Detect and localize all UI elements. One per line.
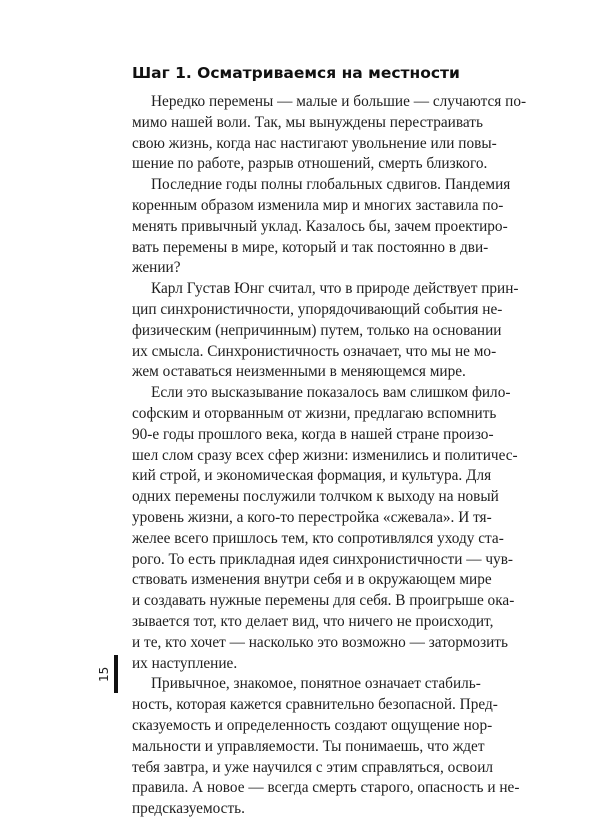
text-line: ность, которая кажется сравнительно безопасной. Пред-: [132, 696, 498, 714]
text-line: желее всего пришлось тем, кто сопротивлялся уходу ста-: [132, 529, 504, 547]
text-line: их смысла. Синхронистичность означает, что мы не мо-: [132, 342, 497, 360]
text-line: мимо нашей воли. Так, мы вынуждены перестраивать: [132, 113, 483, 131]
text-line: ствовать изменения внутри себя и в окружающем мире: [132, 571, 492, 589]
paragraph-3: [132, 279, 519, 383]
text-line: их наступление.: [132, 654, 238, 672]
text-line: уровень жизни, а кого-то перестройка «сжевала». И тя-: [132, 508, 492, 526]
text-line: предсказуемость.: [132, 800, 245, 818]
text-line: Привычное, знакомое, понятное означает стабиль-: [151, 675, 481, 693]
text-line: зывается тот, кто делает вид, что ничего не происходит,: [132, 612, 494, 630]
paragraph-2: [132, 175, 511, 279]
text-line: Нередко перемены — малые и большие — случаются по-: [151, 93, 527, 110]
text-line: сказуемость и определенность создают ощущение нор-: [132, 716, 493, 734]
text-line: мальности и управляемости. Ты понимаешь, что ждет: [132, 737, 485, 755]
text-line: менять привычный уклад. Казалось бы, зачем проектиро-: [132, 217, 508, 235]
page-number: 15: [97, 666, 111, 682]
text-line: свою жизнь, когда нас настигают увольнение или повы-: [132, 134, 497, 152]
text-line: и те, кто хочет — насколько это возможно — затормозить: [132, 633, 508, 651]
text-line: рого. То есть прикладная идея синхронистичности — чув-: [132, 550, 514, 568]
section-heading: Шаг 1. Осматриваемся на местности: [132, 64, 460, 82]
body-text: [132, 92, 527, 820]
text-line: жем оставаться неизменными в меняющемся мире.: [132, 363, 466, 381]
paragraph-4: [132, 383, 518, 674]
text-line: физическим (непричинным) путем, только на основании: [132, 321, 502, 339]
text-line: кий строй, и экономическая формация, и культура. Для: [132, 467, 492, 485]
text-line: Если это высказывание показалось вам слишком фило-: [151, 384, 511, 402]
text-line: софским и оторванным от жизни, предлагаю вспомнить: [132, 404, 497, 422]
text-line: Карл Густав Юнг считал, что в природе действует прин-: [151, 280, 519, 298]
text-line: шение по работе, разрыв отношений, смерть близкого.: [132, 155, 488, 173]
text-line: вать перемены в мире, который и так постоянно в дви-: [132, 238, 489, 256]
text-line: тебя завтра, и уже научился с этим справляться, освоил: [132, 758, 494, 776]
paragraph-5: [132, 674, 520, 820]
text-line: шел слом сразу всех сфер жизни: изменились и политичес-: [132, 446, 518, 464]
text-line: одних перемены послужили толчком к выходу на новый: [132, 488, 499, 506]
text-line: жении?: [132, 259, 181, 277]
text-line: правила. А новое — всегда смерть старого, опасность и не-: [132, 779, 520, 797]
paragraph-1: [132, 92, 527, 175]
text-line: цип синхронистичности, упорядочивающий события не-: [132, 300, 503, 318]
text-line: 90-е годы прошлого века, когда в нашей стране произо-: [132, 425, 494, 443]
text-line: Последние годы полны глобальных сдвигов. Пандемия: [151, 176, 511, 194]
page-number-bar: [114, 655, 118, 693]
text-line: и создавать нужные перемены для себя. В проигрыше ока-: [132, 592, 515, 610]
text-line: коренным образом изменила мир и многих заставила по-: [132, 196, 504, 214]
